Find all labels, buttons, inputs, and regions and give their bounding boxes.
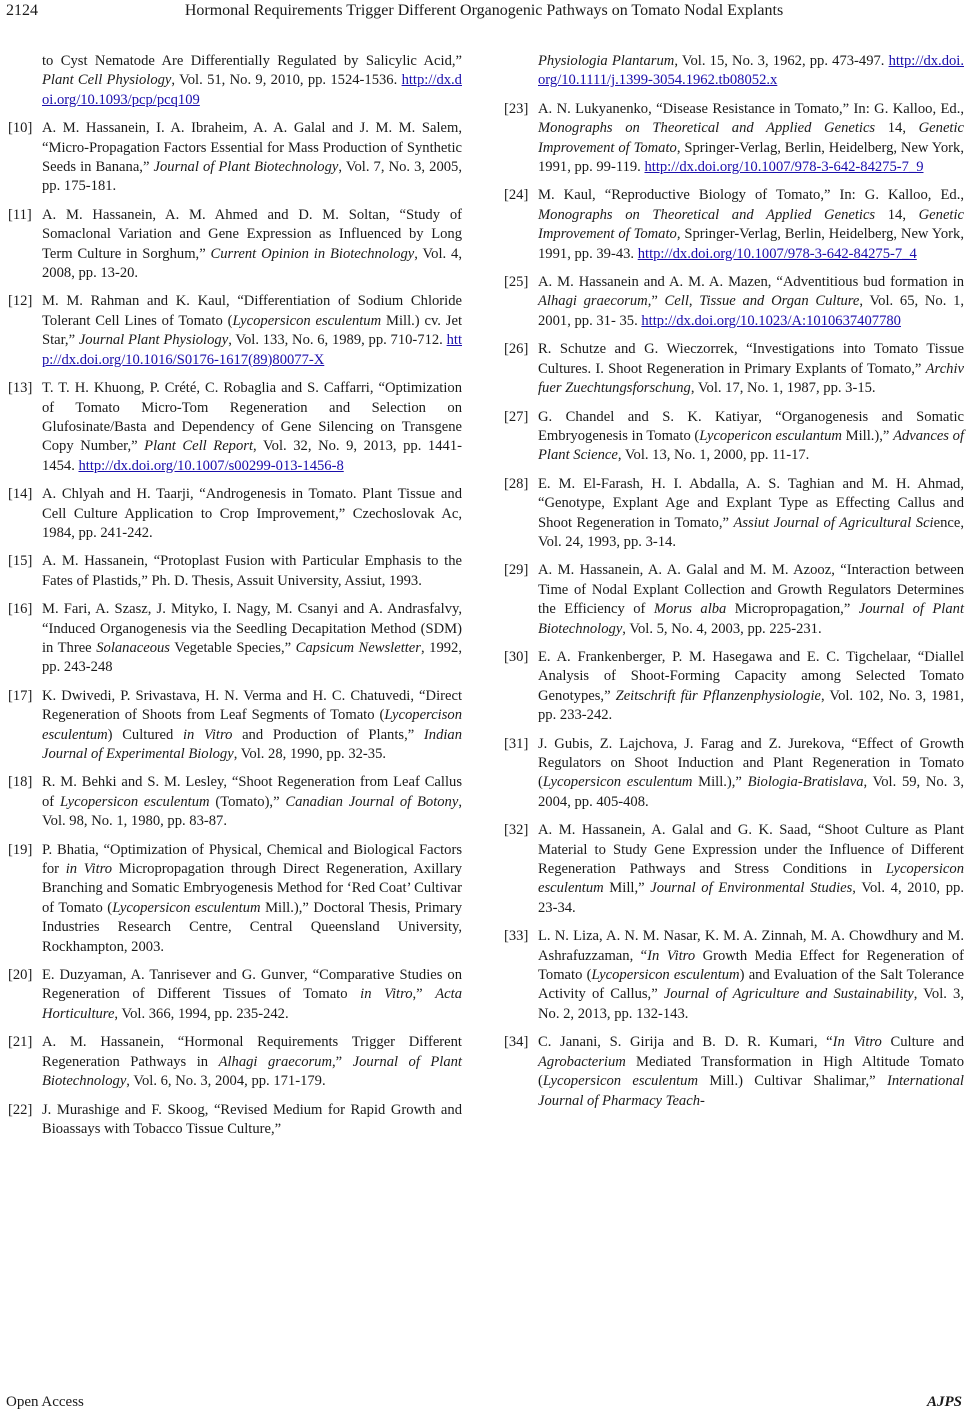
plain-text: C. Janani, S. Girija and B. D. R. Kumari, “ (538, 1034, 833, 1051)
reference-text (42, 552, 462, 591)
plain-text: , Springer-Verlag, Berlin, Heidelberg, New York, 1991, pp. 99-119. (538, 139, 964, 176)
italic-text: Capsicum Newsletter (295, 639, 421, 656)
plain-text: , Vol. 5, No. 4, 2003, pp. 225-231. (622, 620, 822, 637)
italic-text: Lycopericon esculantum (699, 427, 842, 444)
italic-text: in Vitro (182, 726, 233, 743)
italic-text: Journal of Plant Biotechnology (42, 1053, 462, 1090)
reference-number: [13] (8, 380, 33, 397)
reference-entry (8, 600, 462, 678)
plain-text: 14, (875, 120, 919, 137)
reference-number: [14] (8, 486, 33, 503)
reference-text (42, 841, 462, 957)
italic-text: Alhagi graecorum (538, 293, 648, 310)
plain-text: A. M. Hassanein and A. M. A. Mazen, “Adventitious bud formation in (538, 274, 964, 291)
reference-text (42, 687, 462, 765)
plain-text: 14, (875, 206, 919, 223)
reference-number: [32] (504, 822, 529, 839)
reference-entry (504, 648, 964, 726)
reference-text (42, 206, 462, 284)
italic-text: Lycopersicon esculentum (232, 312, 382, 329)
reference-entry (8, 206, 462, 284)
italic-text: Journal of Environmental Studies (650, 880, 853, 897)
italic-text: in Vitro (65, 861, 113, 878)
plain-text: , Vol. 366, 1994, pp. 235-242. (114, 1005, 289, 1022)
reference-entry (8, 485, 462, 543)
plain-text: Mill,” (603, 880, 651, 897)
journal-abbreviation: AJPS (926, 1394, 962, 1410)
italic-text: Assiut Journal of Agricultural Sci (733, 514, 934, 531)
reference-text (538, 561, 964, 639)
plain-text: E. Duzyaman, A. Tanrisever and G. Gunver, “Comparative Studies on Regeneration of Different Tissues of Tomato (42, 967, 462, 1003)
plain-text: , (688, 293, 700, 310)
reference-number: [12] (8, 293, 33, 310)
reference-text (42, 600, 462, 678)
plain-text: , Vol. 7, No. 3, 2005, pp. 175-181. (42, 159, 462, 195)
reference-entry (8, 379, 462, 476)
italic-text: Canadian Journal of Botony (285, 793, 459, 810)
italic-text: Lycopersicon esculentum (538, 861, 964, 897)
doi-link[interactable]: http://dx.doi.org/10.1111/j.1399-3054.1962.tb08052.x (538, 53, 964, 89)
reference-number: [22] (8, 1101, 33, 1118)
plain-text: , Vol. 3, No. 2, 2013, pp. 132-143. (538, 986, 964, 1022)
plain-text: , Vol. 15, No. 3, 1962, pp. 473-497. (674, 53, 889, 69)
plain-text: M. Kaul, “Reproductive Biology of Tomato,” In: G. Kalloo, Ed., (538, 187, 964, 204)
plain-text: , Vol. 51, No. 9, 2010, pp. 1524-1536. (171, 72, 402, 89)
italic-text: Cell (664, 293, 689, 310)
plain-text: L. N. Liza, A. N. M. Nasar, K. M. A. Zinnah, M. A. Chowdhury and M. Ashrafuzzaman, “ (538, 928, 964, 964)
reference-entry (504, 273, 964, 331)
plain-text: Mill.) Cultivar Shalimar,” (698, 1073, 887, 1090)
reference-entry (8, 687, 462, 765)
reference-text (538, 735, 964, 813)
italic-text: Lycopersicon esculentum (112, 899, 261, 916)
italic-text: Journal Plant Physiology (78, 332, 229, 349)
plain-text: Mill.),” (692, 774, 748, 791)
italic-text: Journal of Agriculture and Sustainability (663, 986, 914, 1003)
reference-entry (8, 1101, 462, 1140)
plain-text: R. M. Behki and S. M. Lesley, “Shoot Regeneration from Leaf Callus of (42, 774, 462, 810)
reference-number: [21] (8, 1034, 33, 1051)
reference-number: [19] (8, 841, 33, 858)
open-access-label: Open Access (6, 1394, 84, 1410)
italic-text: Agrobacterium (538, 1053, 626, 1070)
reference-entry (8, 841, 462, 957)
plain-text: , Vol. 98, No. 1, 1980, pp. 83-87. (42, 793, 462, 830)
plain-text: ,” (412, 986, 436, 1003)
reference-number: [15] (8, 553, 33, 570)
italic-text: Acta Horticulture (42, 986, 462, 1022)
doi-link[interactable]: http://dx.doi.org/10.1007/s00299-013-1456-8 (78, 457, 344, 474)
doi-link[interactable]: http://dx.doi.org/10.1007/978-3-642-84275-7_4 (637, 245, 917, 262)
plain-text: Mill.),” Doctoral Thesis, Primary Industries Research Centre, Central Queensland University, Rockhampton, 2003. (42, 899, 462, 955)
reference-text (42, 773, 462, 831)
plain-text: A. M. Hassanein, I. A. Ibraheim, A. A. Galal and J. M. M. Salem, “Micro-Propagation Factors Essential for Mass Production of Synthetic Seeds in Banana,” (42, 120, 462, 176)
plain-text: Vegetable Species,” (170, 639, 296, 656)
reference-text (538, 1033, 964, 1111)
italic-text: Indian Journal of Experimental Biology (42, 726, 463, 762)
plain-text: P. Bhatia, “Optimization of Physical, Chemical and Biological Factors for (42, 841, 462, 878)
reference-entry (504, 1033, 964, 1111)
plain-text: ence, Vol. 24, 1993, pp. 3-14. (538, 514, 964, 550)
reference-number: [20] (8, 967, 33, 984)
reference-number: [33] (504, 928, 529, 945)
reference-entry (8, 1033, 462, 1091)
plain-text: Mill.),” (841, 427, 894, 444)
doi-link[interactable]: http://dx.doi.org/10.1007/978-3-642-84275-7_9 (644, 159, 924, 176)
reference-text (42, 485, 462, 543)
italic-text: Alhagi graecorum (218, 1053, 333, 1070)
plain-text: E. A. Frankenberger, P. M. Hasegawa and E. C. Tigchelaar, “Diallel Analysis of Shoot-Forming Capacity among Selected Tomato Genotypes,” (538, 648, 964, 704)
page-number: 2124 (6, 2, 38, 19)
reference-number: [17] (8, 687, 33, 704)
plain-text: E. M. El-Farash, H. I. Abdalla, A. S. Taghian and M. H. Ahmad, “Genotype, Explant Age and Explant Type as Effecting Callus and Shoot Regeneration in Tomato,” (538, 475, 964, 531)
italic-text: Genetic Improvement of Tomato (538, 206, 965, 243)
reference-entry (8, 292, 462, 370)
reference-text (538, 408, 964, 466)
plain-text: A. M. Hassanein, “Hormonal Requirements Trigger Different Regeneration Pathways in (42, 1034, 462, 1070)
reference-entry (504, 52, 964, 91)
italic-text: Monographs on Theoretical and Applied Genetics (538, 120, 876, 137)
reference-entry (504, 408, 964, 466)
plain-text: , Vol. 59, No. 3, 2004, pp. 405-408. (538, 774, 964, 810)
reference-entry (8, 966, 462, 1024)
plain-text: , Vol. 4, 2010, pp. 23-34. (538, 880, 964, 916)
plain-text: K. Dwivedi, P. Srivastava, H. N. Verma and H. C. Chatuvedi, “Direct Regeneration of Shoots from Leaf Segments of Tomato ( (42, 687, 462, 724)
italic-text: Lycopercison esculentum (42, 707, 462, 743)
plain-text: , 1992, pp. 243-248 (42, 639, 462, 676)
plain-text: ) Cultured (107, 726, 183, 743)
reference-entry (8, 552, 462, 591)
italic-text: In Vitro (647, 947, 696, 964)
reference-number: [26] (504, 341, 529, 358)
plain-text: Micropropagation,” (726, 601, 859, 618)
italic-text: Lycopersicon esculentum (59, 793, 210, 810)
plain-text: ,” (647, 293, 665, 310)
plain-text: , Springer-Verlag, Berlin, Heidelberg, New York, 1991, pp. 39-43. (538, 226, 964, 262)
reference-entry (504, 186, 964, 264)
plain-text: A. M. Hassanein, A. M. Ahmed and D. M. Soltan, “Study of Somaclonal Variation and Gene Expression as Influenced by Long Term Culture in Sorghum,” (42, 206, 462, 262)
plain-text: T. T. H. Khuong, P. Crété, C. Robaglia and S. Caffarri, “Optimization of Tomato Micro-Tom Regeneration and Selection on Glufosinate/Basta and Dependency of Gene Silencing on Transgene Copy Number,” (42, 380, 462, 455)
plain-text: A. N. Lukyanenko, “Disease Resistance in Tomato,” In: G. Kalloo, Ed., (538, 100, 964, 117)
italic-text: Advances of Plant Science (538, 427, 964, 464)
reference-text (538, 273, 964, 331)
italic-text: Physiologia Plantarum (538, 53, 675, 69)
plain-text: and Production of Plants,” (232, 726, 424, 743)
plain-text: , Vol. 6, No. 3, 2004, pp. 171-179. (126, 1073, 326, 1090)
plain-text: J. Gubis, Z. Lajchova, J. Farag and Z. Jurekova, “Effect of Growth Regulators on Shoot Induction and Plant Regeneration in Tomato ( (538, 735, 964, 791)
plain-text: ,” (332, 1053, 353, 1070)
reference-entry (504, 100, 964, 178)
italic-text: International Journal of Pharmacy Teach- (538, 1073, 964, 1109)
reference-entry (8, 773, 462, 831)
plain-text: , Vol. 133, No. 6, 1989, pp. 710-712. (228, 332, 447, 349)
italic-text: Plant Cell Report (144, 438, 254, 455)
reference-number: [31] (504, 735, 529, 752)
plain-text: A. M. Hassanein, A. A. Galal and M. M. Azooz, “Interaction between Time of Nodal Explant Collection and Growth Regulators Determines the Efficiency of (538, 562, 964, 618)
plain-text: J. Murashige and F. Skoog, “Revised Medium for Rapid Growth and Bioassays with Tobacco Tissue Culture,” (42, 1101, 462, 1137)
italic-text: Lycopersicon esculentum (542, 1073, 699, 1090)
italic-text: Journal of Plant Biotechnology (153, 159, 339, 176)
italic-text: Journal of Plant Biotechnology (538, 601, 965, 637)
plain-text: , Vol. 17, No. 1, 1987, pp. 3-15. (690, 380, 876, 397)
reference-entry (504, 735, 964, 813)
plain-text: , Vol. 65, No. 1, 2001, pp. 31- 35. (538, 293, 965, 329)
reference-text (42, 1033, 462, 1091)
reference-column-left (8, 52, 462, 1148)
reference-text (42, 119, 462, 197)
plain-text: Mill.) cv. Jet Star,” (42, 312, 462, 349)
plain-text: , Vol. 102, No. 3, 1981, pp. 233-242. (538, 687, 964, 724)
reference-number: [34] (504, 1034, 529, 1051)
plain-text: Growth Media Effect for Regeneration of Tomato ( (538, 947, 964, 984)
italic-text: Tissue and Organ Culture (699, 293, 860, 310)
reference-entry (504, 927, 964, 1024)
reference-text (538, 927, 964, 1024)
plain-text: , Vol. 28, 1990, pp. 32-35. (233, 746, 387, 762)
reference-number: [11] (8, 206, 32, 223)
reference-number: [24] (504, 187, 529, 204)
page-footer (0, 1392, 968, 1414)
plain-text: Micropropagation through Direct Regeneration, Axillary Branching and Somatic Embryogenesis Method for ‘Red Coat’ Cultivar of Tomato ( (42, 861, 462, 916)
reference-entry (8, 119, 462, 197)
reference-number: [27] (504, 408, 529, 425)
plain-text: Mediated Transformation in High Altitude Tomato ( (538, 1053, 964, 1090)
plain-text: ) and Evaluation of the Salt Tolerance Activity of Callus,” (538, 967, 964, 1003)
reference-text (538, 186, 964, 264)
plain-text: to Cyst Nematode Are Differentially Regulated by Salicylic Acid,” (42, 53, 462, 69)
reference-number: [29] (504, 562, 529, 579)
italic-text: Genetic Improvement of Tomato (538, 120, 965, 156)
reference-number: [25] (504, 274, 529, 291)
plain-text: M. M. Rahman and K. Kaul, “Differentiation of Sodium Chloride Tolerant Cell Lines of Tomato ( (42, 293, 462, 329)
italic-text: Monographs on Theoretical and Applied Genetics (538, 206, 876, 223)
reference-text (42, 292, 462, 370)
reference-text (538, 821, 964, 918)
reference-text (42, 966, 462, 1024)
running-title: Hormonal Requirements Trigger Different Organogenic Pathways on Tomato Nodal Explants (184, 2, 784, 19)
page-header (0, 0, 968, 24)
italic-text: Lycopersicon esculentum (591, 967, 740, 984)
reference-number: [18] (8, 774, 33, 791)
doi-link[interactable]: http://dx.doi.org/10.1023/A:1010637407780 (641, 312, 901, 329)
reference-number: [30] (504, 648, 529, 665)
doi-link[interactable]: http://dx.doi.org/10.1093/pcp/pcq109 (42, 72, 462, 108)
plain-text: R. Schutze and G. Wieczorrek, “Investigations into Tomato Tissue Cultures. I. Shoot Regeneration in Primary Explants of Tomato,” (538, 341, 964, 377)
reference-number: [10] (8, 120, 33, 137)
italic-text: Morus alba (653, 601, 727, 618)
reference-text (538, 340, 964, 398)
plain-text: Culture and (881, 1034, 964, 1051)
reference-number: [28] (504, 475, 529, 492)
reference-entry (8, 52, 462, 110)
reference-text (538, 100, 964, 178)
reference-text (42, 1101, 462, 1140)
plain-text: A. M. Hassanein, A. Galal and G. K. Saad, “Shoot Culture as Plant Material to Study Gene Expression under the Influence of Different Regeneration Pathways and Stress Conditions in (538, 822, 964, 878)
italic-text: In Vitro (832, 1034, 882, 1051)
italic-text: Lycopersicon esculentum (542, 774, 693, 791)
reference-number: [23] (504, 100, 529, 117)
italic-text: Archiv fuer Zuechtungsforschung (538, 360, 964, 397)
italic-text: Solanaceous (96, 639, 170, 656)
reference-entry (504, 821, 964, 918)
reference-text (538, 52, 964, 91)
italic-text: Biologia-Bratislava (747, 774, 864, 791)
italic-text: Zeitschrift für Pflanzenphysiologie (615, 687, 822, 704)
plain-text: , Vol. 4, 2008, pp. 13-20. (42, 245, 462, 282)
reference-text (538, 475, 964, 553)
plain-text: , Vol. 32, No. 9, 2013, pp. 1441-1454. (42, 438, 462, 474)
plain-text: (Tomato),” (209, 793, 286, 810)
reference-text (42, 52, 462, 110)
reference-column-right (504, 52, 964, 1120)
reference-entry (504, 561, 964, 639)
italic-text: in Vitro (360, 986, 413, 1003)
reference-number: [16] (8, 601, 33, 618)
reference-entry (504, 340, 964, 398)
plain-text: A. Chlyah and H. Taarji, “Androgenesis in Tomato. Plant Tissue and Cell Culture Application to Crop Improvement,” Czechoslovak Ac, 1984, pp. 241-242. (42, 486, 462, 541)
plain-text: G. Chandel and S. K. Katiyar, “Organogenesis and Somatic Embryogenesis in Tomato ( (538, 408, 964, 444)
plain-text: , Vol. 13, No. 1, 2000, pp. 11-17. (617, 447, 810, 464)
italic-text: Plant Cell Physiology (42, 72, 172, 89)
plain-text: A. M. Hassanein, “Protoplast Fusion with Particular Emphasis to the Fates of Plastids,” Ph. D. Thesis, Assuit University, Assiut, 1993. (42, 553, 462, 589)
reference-text (538, 648, 964, 726)
plain-text: M. Fari, A. Szasz, J. Mityko, I. Nagy, M. Csanyi and A. Andrasfalvy, “Induced Organogenesis via the Seedling Decapitation Method (SDM) in Three (42, 601, 462, 656)
italic-text: Current Opinion in Biotechnology (210, 245, 415, 262)
doi-link[interactable]: http://dx.doi.org/10.1016/S0176-1617(89)80077-X (42, 332, 462, 368)
reference-entry (504, 475, 964, 553)
reference-text (42, 379, 462, 476)
